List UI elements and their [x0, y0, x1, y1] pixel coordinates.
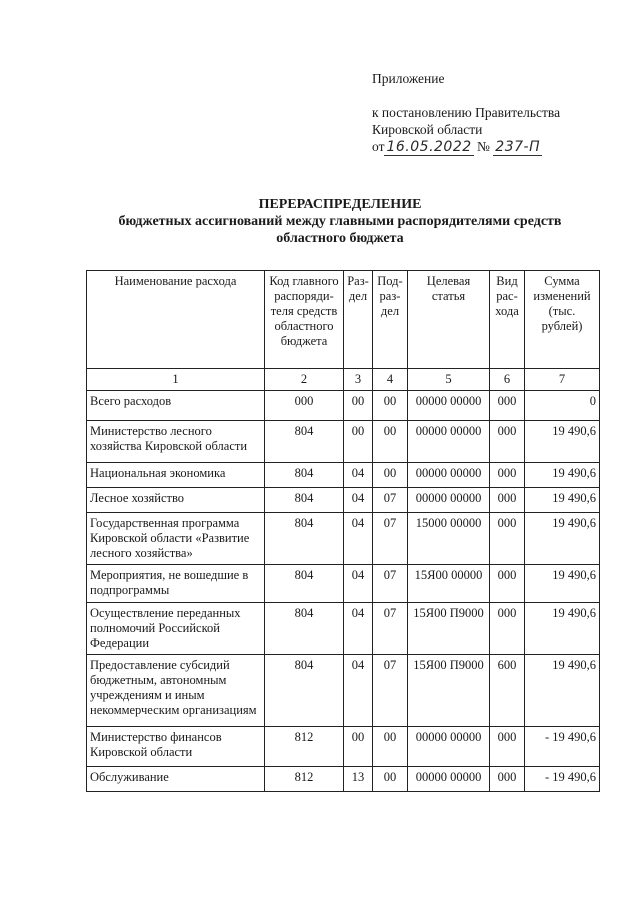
cell-type: 600	[490, 655, 525, 727]
cell-type: 000	[490, 421, 525, 463]
cell-target: 15000 00000	[408, 513, 490, 565]
column-number: 3	[344, 369, 373, 391]
header-amount: Сумма изменений (тыс. рублей)	[525, 271, 600, 369]
cell-type: 000	[490, 565, 525, 603]
cell-amount: 19 490,6	[525, 488, 600, 513]
budget-table-body	[87, 391, 600, 792]
annex-block	[372, 70, 632, 156]
column-number: 7	[525, 369, 600, 391]
cell-section: 04	[344, 655, 373, 727]
cell-amount: 19 490,6	[525, 421, 600, 463]
cell-name: Министерство лесного хозяйства Кировской области	[87, 421, 265, 463]
table-row	[87, 463, 600, 488]
cell-subsection: 00	[373, 463, 408, 488]
cell-code: 812	[265, 767, 344, 792]
cell-name: Всего расходов	[87, 391, 265, 421]
header-subsection: Под-раз-дел	[373, 271, 408, 369]
cell-target: 00000 00000	[408, 767, 490, 792]
cell-amount: 19 490,6	[525, 603, 600, 655]
table-row	[87, 655, 600, 727]
annex-line-1: к постановлению Правительства	[372, 105, 561, 120]
column-number: 1	[87, 369, 265, 391]
cell-type: 000	[490, 463, 525, 488]
cell-code: 804	[265, 488, 344, 513]
cell-target: 00000 00000	[408, 421, 490, 463]
cell-target: 15Я00 00000	[408, 565, 490, 603]
cell-subsection: 07	[373, 565, 408, 603]
cell-subsection: 00	[373, 421, 408, 463]
header-name: Наименование расхода	[87, 271, 265, 369]
column-number: 6	[490, 369, 525, 391]
cell-name: Национальная экономика	[87, 463, 265, 488]
cell-section: 13	[344, 767, 373, 792]
table-row	[87, 727, 600, 767]
cell-section: 04	[344, 488, 373, 513]
document-subtitle-1: бюджетных ассигнований между главными распорядителями средств	[118, 214, 562, 229]
cell-section: 04	[344, 565, 373, 603]
cell-amount: 19 490,6	[525, 513, 600, 565]
cell-name: Осуществление переданных полномочий Российской Федерации	[87, 603, 265, 655]
handwritten-number: 237-П	[495, 139, 541, 155]
cell-amount: - 19 490,6	[525, 727, 600, 767]
cell-amount: 19 490,6	[525, 655, 600, 727]
column-number: 2	[265, 369, 344, 391]
document-heading	[60, 196, 620, 247]
cell-name: Обслуживание	[87, 767, 265, 792]
header-row	[87, 271, 600, 369]
document-title: ПЕРЕРАСПРЕДЕЛЕНИЕ	[258, 197, 422, 212]
cell-section: 00	[344, 421, 373, 463]
table-row	[87, 603, 600, 655]
table-row	[87, 513, 600, 565]
table-row	[87, 767, 600, 792]
table-row	[87, 421, 600, 463]
handwritten-date: 16.05.2022	[386, 139, 472, 155]
cell-subsection: 07	[373, 513, 408, 565]
cell-target: 00000 00000	[408, 391, 490, 421]
cell-amount: 0	[525, 391, 600, 421]
cell-code: 812	[265, 727, 344, 767]
annex-line-2: Кировской области	[372, 122, 483, 137]
cell-target: 00000 00000	[408, 463, 490, 488]
cell-subsection: 07	[373, 603, 408, 655]
cell-target: 00000 00000	[408, 727, 490, 767]
cell-name: Предоставление субсидий бюджетным, автономным учреждениям и иным некоммерческим организациям	[87, 655, 265, 727]
table-row	[87, 565, 600, 603]
number-sign: №	[477, 139, 490, 154]
cell-section: 00	[344, 727, 373, 767]
cell-type: 000	[490, 391, 525, 421]
cell-subsection: 00	[373, 767, 408, 792]
cell-code: 804	[265, 463, 344, 488]
header-target: Целевая статья	[408, 271, 490, 369]
cell-type: 000	[490, 727, 525, 767]
cell-amount: 19 490,6	[525, 565, 600, 603]
cell-code: 000	[265, 391, 344, 421]
cell-code: 804	[265, 655, 344, 727]
cell-type: 000	[490, 603, 525, 655]
cell-code: 804	[265, 603, 344, 655]
column-number: 5	[408, 369, 490, 391]
cell-section: 00	[344, 391, 373, 421]
cell-subsection: 07	[373, 655, 408, 727]
cell-type: 000	[490, 488, 525, 513]
column-number: 4	[373, 369, 408, 391]
cell-code: 804	[265, 421, 344, 463]
cell-subsection: 00	[373, 727, 408, 767]
cell-name: Лесное хозяйство	[87, 488, 265, 513]
cell-section: 04	[344, 513, 373, 565]
annex-date-line	[372, 138, 632, 156]
budget-table	[86, 270, 600, 792]
table-row	[87, 488, 600, 513]
cell-subsection: 07	[373, 488, 408, 513]
header-code: Код главного распоряди-теля средств областного бюджета	[265, 271, 344, 369]
document-subtitle-2: областного бюджета	[276, 231, 404, 246]
annex-title: Приложение	[372, 71, 445, 86]
cell-section: 04	[344, 463, 373, 488]
cell-type: 000	[490, 513, 525, 565]
table-row	[87, 391, 600, 421]
column-number-row	[87, 369, 600, 391]
cell-amount: - 19 490,6	[525, 767, 600, 792]
cell-type: 000	[490, 767, 525, 792]
cell-name: Мероприятия, не вошедшие в подпрограммы	[87, 565, 265, 603]
annex-prefix: от	[372, 139, 385, 154]
cell-name: Государственная программа Кировской области «Развитие лесного хозяйства»	[87, 513, 265, 565]
cell-target: 00000 00000	[408, 488, 490, 513]
cell-target: 15Я00 П9000	[408, 603, 490, 655]
cell-subsection: 00	[373, 391, 408, 421]
cell-section: 04	[344, 603, 373, 655]
cell-target: 15Я00 П9000	[408, 655, 490, 727]
cell-code: 804	[265, 513, 344, 565]
cell-name: Министерство финансов Кировской области	[87, 727, 265, 767]
cell-code: 804	[265, 565, 344, 603]
header-type: Вид рас-хода	[490, 271, 525, 369]
cell-amount: 19 490,6	[525, 463, 600, 488]
header-section: Раз-дел	[344, 271, 373, 369]
